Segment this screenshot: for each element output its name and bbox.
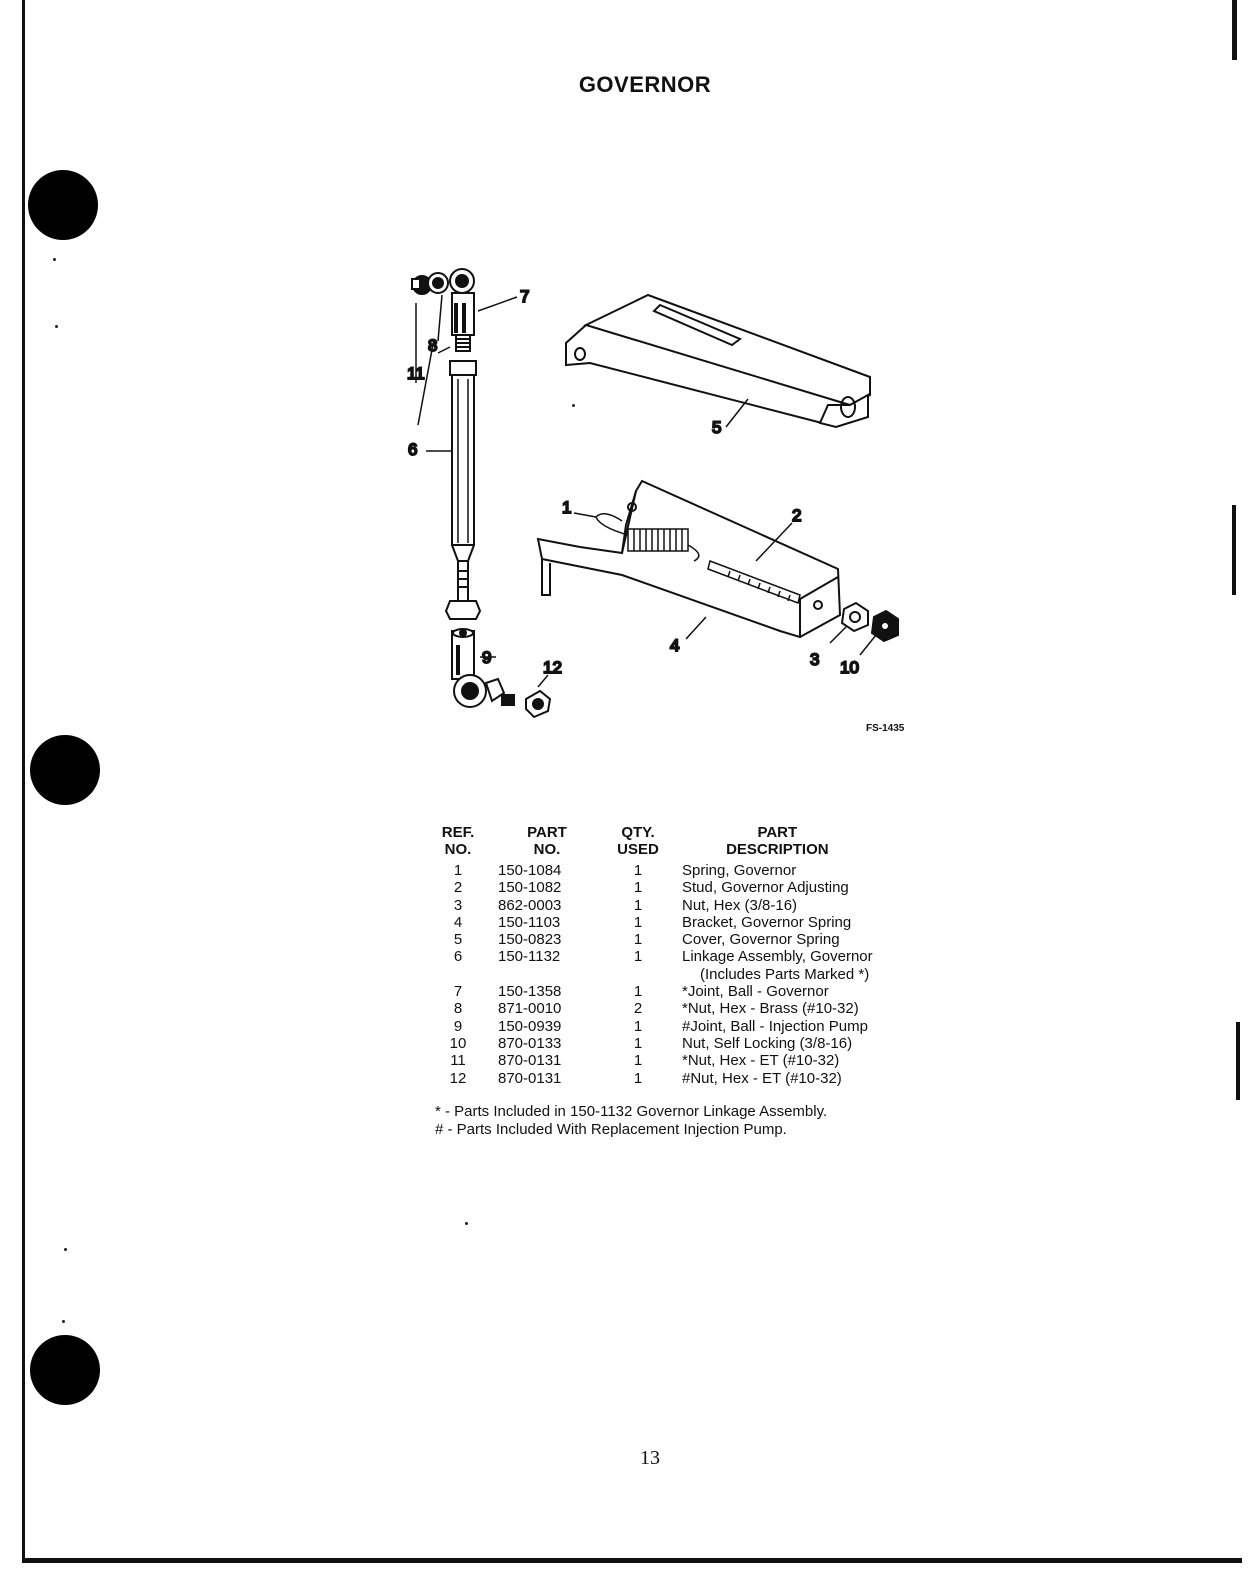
description-cell: Bracket, Governor Spring [682, 913, 852, 931]
scan-speck [62, 1320, 65, 1323]
part-number-cell: 862-0003 [498, 896, 562, 914]
callout-8: 8 [428, 336, 438, 355]
qty-cell: 1 [633, 896, 643, 914]
ref-cell: 11 [450, 1052, 466, 1070]
header-qty-used: QTY. USED [617, 824, 659, 858]
ball-joint-injection-pump-drawing [452, 629, 550, 717]
description-cell: Nut, Hex (3/8-16) [682, 896, 798, 914]
qty-cell: 1 [633, 1052, 643, 1070]
governor-spring-cover-drawing [566, 295, 870, 427]
qty-cell: 1 [633, 1017, 643, 1035]
binder-hole-middle [30, 735, 100, 805]
scan-speck [55, 325, 58, 328]
header-part-description: PART DESCRIPTION [726, 824, 829, 858]
table-row [430, 1052, 873, 1069]
ref-cell: 10 [449, 1034, 467, 1052]
page-border-right [1232, 505, 1236, 595]
qty-cell: 1 [633, 931, 643, 949]
part-number-cell: 150-0939 [498, 1017, 562, 1035]
qty-cell: 1 [633, 862, 643, 879]
scan-speck [53, 258, 56, 261]
page-number: 13 [640, 1447, 660, 1469]
binder-hole-top [28, 170, 98, 240]
ref-cell: 12 [449, 1069, 467, 1087]
callout-1: 1 [562, 498, 572, 517]
parts-list-table [430, 824, 873, 1087]
table-row [430, 1070, 873, 1087]
ref-cell: 7 [453, 983, 463, 1001]
binder-hole-bottom [30, 1335, 100, 1405]
description-cell: #Joint, Ball - Injection Pump [682, 1017, 868, 1035]
callout-2: 2 [792, 506, 802, 525]
description-cell: *Joint, Ball - Governor [682, 983, 829, 1001]
callout-11: 11 [407, 364, 425, 383]
ref-cell: 6 [453, 948, 463, 966]
page-border-bottom [22, 1558, 1242, 1563]
ref-cell: 2 [453, 879, 463, 897]
part-number-cell: 150-1132 [498, 948, 561, 966]
governor-exploded-diagram [390, 255, 910, 725]
ref-cell: 8 [453, 1000, 463, 1018]
figure-code: FS-1435 [866, 723, 905, 734]
scan-speck [465, 1222, 468, 1225]
qty-cell: 1 [633, 948, 643, 966]
qty-cell: 2 [633, 1000, 643, 1018]
table-row [430, 1000, 873, 1017]
callout-5: 5 [712, 418, 722, 437]
callout-6: 6 [408, 440, 418, 459]
ref-cell: 1 [453, 862, 463, 879]
description-subline: (Includes Parts Marked *) [700, 965, 870, 983]
table-row [430, 897, 873, 914]
callout-9: 9 [482, 648, 492, 667]
callout-3: 3 [810, 650, 820, 669]
description-cell: *Nut, Hex - Brass (#10-32) [682, 1000, 859, 1018]
description-cell: Cover, Governor Spring [682, 931, 840, 949]
description-cell: Spring, Governor [682, 862, 797, 879]
callout-7: 7 [520, 287, 530, 306]
scan-speck [64, 1248, 67, 1251]
ref-cell: 9 [453, 1017, 463, 1035]
description-cell: Stud, Governor Adjusting [682, 879, 849, 897]
ref-cell: 4 [453, 913, 463, 931]
description-cell [668, 948, 873, 983]
linkage-assembly-drawing [412, 269, 480, 619]
hex-nut-drawing [842, 603, 868, 631]
part-number-cell: 871-0010 [498, 1000, 562, 1018]
callout-4: 4 [670, 636, 680, 655]
table-row [430, 983, 873, 1000]
table-row [430, 879, 873, 896]
qty-cell: 1 [633, 879, 643, 897]
table-row [430, 914, 873, 931]
part-number-cell: 870-0133 [498, 1034, 562, 1052]
part-number-cell: 150-0823 [498, 931, 562, 949]
governor-spring-bracket-drawing [538, 481, 840, 637]
page-border-left [22, 0, 25, 1562]
part-number-cell: 870-0131 [498, 1052, 562, 1070]
description-cell: *Nut, Hex - ET (#10-32) [682, 1052, 840, 1070]
table-row [430, 1035, 873, 1052]
footnote-asterisk: * - Parts Included in 150-1132 Governor Linkage Assembly. [435, 1103, 828, 1120]
qty-cell: 1 [633, 1034, 643, 1052]
table-row [430, 931, 873, 948]
part-number-cell: 150-1358 [498, 983, 562, 1001]
qty-cell: 1 [633, 983, 643, 1001]
header-ref-no: REF. NO. [441, 824, 475, 858]
page-border-right [1232, 0, 1237, 60]
table-row [430, 862, 873, 879]
qty-cell: 1 [633, 1069, 643, 1087]
callout-10: 10 [840, 658, 859, 677]
part-number-cell: 150-1103 [498, 913, 561, 931]
part-number-cell: 150-1084 [498, 862, 562, 879]
ref-cell: 3 [453, 896, 463, 914]
page-border-right [1236, 1022, 1240, 1100]
table-header-row [430, 824, 873, 862]
footnote-hash: # - Parts Included With Replacement Injection Pump. [435, 1121, 787, 1138]
table-row [430, 1018, 873, 1035]
description-line: Linkage Assembly, Governor [682, 948, 873, 966]
callout-12: 12 [543, 658, 562, 677]
page-title: GOVERNOR [578, 72, 712, 97]
qty-cell: 1 [633, 913, 643, 931]
description-cell: Nut, Self Locking (3/8-16) [682, 1034, 853, 1052]
part-number-cell: 150-1082 [498, 879, 562, 897]
self-locking-nut-drawing [872, 611, 898, 641]
part-number-cell: 870-0131 [498, 1069, 562, 1087]
header-part-no: PART NO. [527, 824, 567, 858]
ref-cell: 5 [453, 931, 463, 949]
description-cell: #Nut, Hex - ET (#10-32) [682, 1069, 842, 1087]
table-row [430, 948, 873, 983]
